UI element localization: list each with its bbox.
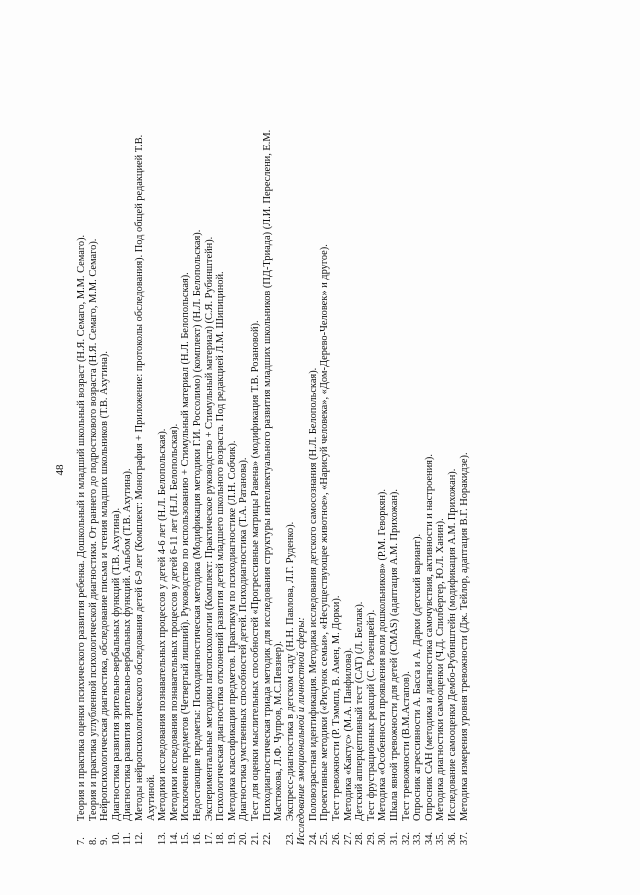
item-text: Методы нейропсихологического обследования детей 6-9 лет (Комплект: Монография + Приложение: протоколы обследования). Под общей редакцией Т.В. Ахутиной. [133,134,157,821]
section-heading: Исследование эмоциональной и личностной сферы: [296,617,308,845]
item-text: Исследование самооценки Дембо-Рубинштейн (модификация А.М. Прихожан). [447,468,458,821]
list-item [285,95,297,845]
item-number: 37. [458,832,470,845]
item-text: Экспериментальные методики патопсихологии (Комплект: Практическое руководство + Стимульный материал) (С.Я. Рубинштейн). [203,236,215,821]
item-number: 8. [87,837,99,845]
item-number: 22. [261,832,273,845]
item-number: 23. [284,832,296,845]
list-item [331,95,343,845]
methods-list-cognitive [76,95,296,845]
list-item [412,95,424,845]
item-number: 7. [76,837,87,845]
item-text: Методика «Особенности проявления воли дошкольников» (Р.М. Геворкян). [377,489,389,821]
item-number: 10. [110,832,122,845]
page-number: 48 [54,464,66,476]
item-number: 27. [342,832,354,845]
item-text: Тест для оценки мыслительных способностей «Прогрессивные матрицы Равена» (модификация Т.В. Розановой). [249,320,261,821]
item-number: 11. [122,832,134,845]
item-text: Теория и практика углубленной психологической диагностики. От раннего до подросткового возраста (Н.Я. Семаго, М.М. Семаго). [87,238,99,821]
item-number: 13. [157,832,169,845]
list-item [76,95,88,845]
list-item [389,95,401,845]
item-number: 30. [377,832,389,845]
item-text: Диагностика развития зрительно-вербальных функций (Т.В. Ахутина). [110,507,122,821]
item-text: Тест фрустрационных реакций (С. Розенцвейг). [365,609,377,821]
list-item [447,95,459,845]
list-item [308,95,320,845]
item-text: Детский апперцептивный тест (CAT) (Л. Беллак). [354,601,366,821]
item-number: 18. [215,832,227,845]
list-item [122,95,134,845]
item-text: Опросник агрессивности А. Басса и А. Дарки (детский вариант). [412,533,424,821]
item-text: Исключение предметов (Четвертый лишний). Руководство по использованию + Стимульный материал (Н.Л. Белопольская). [180,272,192,821]
item-text: Психологическая диагностика отклонений развития детей младшего школьного возраста. Под редакцией Л.М. Шипициной. [215,271,227,821]
item-number: 26. [331,832,343,845]
list-item [424,95,436,845]
item-number: 31. [389,832,401,845]
item-number: 19. [226,832,238,845]
item-number: 24. [307,832,319,845]
item-text: Методика измерения уровня тревожности (Дж. Тейлор, адаптация В.Г. Норакидзе). [458,452,470,821]
item-text: Экспресс-диагностика в детском саду (Н.Н. Павлова, Л.Г. Руденко). [284,521,296,821]
item-number: 28. [354,832,366,845]
item-text: Методики исследования познавательных процессов у детей 4-6 лет (Н.Л. Белопольская). [157,428,169,821]
list-item [88,95,100,845]
item-number: 21. [249,832,261,845]
list-item [169,95,181,845]
item-text: Тест тревожности (Р. Тэммпл, В. Амен, М. Дорки). [331,595,343,821]
item-text: Психодиагностическая триада методик для исследования структуры интеллектуального развития младших школьников (ПД-Триада) (Л.И. Переслени, Е.М. Мастюкова, Л.Ф. Чупров, М.С.Певзнер). [261,129,285,821]
item-number: 20. [238,832,250,845]
list-item [204,95,216,845]
list-item [215,95,227,845]
rotated-text-block [55,95,470,845]
item-number: 12. [133,832,145,845]
list-item [157,95,169,845]
item-text: Теория и практика оценки психического развития ребенка. Дошкольный и младший школьный возраст (Н.Я. Семаго, М.М. Семаго). [76,234,87,821]
item-number: 25. [319,832,331,845]
item-text: Методики исследования познавательных процессов у детей 6-11 лет (Н.Л. Белопольская). [168,423,180,821]
item-number: 34. [423,832,435,845]
item-number: 9. [99,837,111,845]
list-item [377,95,389,845]
item-text: Шкала явной тревожности для детей (CMAS) (адаптация А.М. Прихожан). [389,489,401,821]
list-item [180,95,192,845]
item-text: Диагностика умственных способностей детей. Психодиагностика (Т.А. Ратанова). [238,457,250,821]
list-item [192,95,204,845]
list-item [435,95,447,845]
list-item [459,95,471,845]
item-text: Опросник САН (методика и диагностика самочувствия, активности и настроения). [423,454,435,821]
list-item [250,95,262,845]
list-item [401,95,413,845]
item-text: Проективные методики («Рисунок семьи», «Несуществующее животное», «Нарисуй человека», «Дом-Дерево-Человек» и другое). [319,244,331,821]
list-item [227,95,239,845]
list-item [238,95,250,845]
item-text: Методика классификации предметов. Практикум по психодиагностике (Л.Н. Собчик). [226,440,238,821]
item-text: Диагностика развития зрительно-вербальных функций. Альбом (Т.В. Ахутина). [122,468,134,821]
item-number: 29. [365,832,377,845]
item-text: Методика «Кактус» (М.А. Панфилова). [342,647,354,821]
item-number: 36. [447,832,458,845]
list-item [319,95,331,845]
item-number: 17. [203,832,215,845]
methods-list-emotional [308,95,470,845]
item-number: 14. [168,832,180,845]
item-number: 15. [180,832,192,845]
item-text: Нейропсихологическая диагностика, обследование письма и чтения младших школьников (Т.В. Ахутина). [99,351,111,821]
list-item [343,95,355,845]
item-text: Тест тревожности (В.М.Астапов). [400,671,412,821]
list-item [262,95,285,845]
list-item [354,95,366,845]
item-number: 33. [412,832,424,845]
item-text: Половозрастная идентификация. Методика исследования детского самосознания (Н.Л. Белопольская). [307,367,319,821]
item-text: Методика диагностики самооценки (Ч.Д. Спилбергер, Ю.Л. Ханин). [435,518,447,821]
list-item [99,95,111,845]
item-text: Недостающие предметы: Психодиагностическая методика (Модификация методики Г.И. Россолимо) (комплект) (Н.Л. Белопольская). [191,229,203,821]
item-number: 35. [435,832,447,845]
item-number: 16. [191,832,203,845]
item-number: 32. [400,832,412,845]
list-item [134,95,157,845]
list-item [111,95,123,845]
list-item [366,95,378,845]
